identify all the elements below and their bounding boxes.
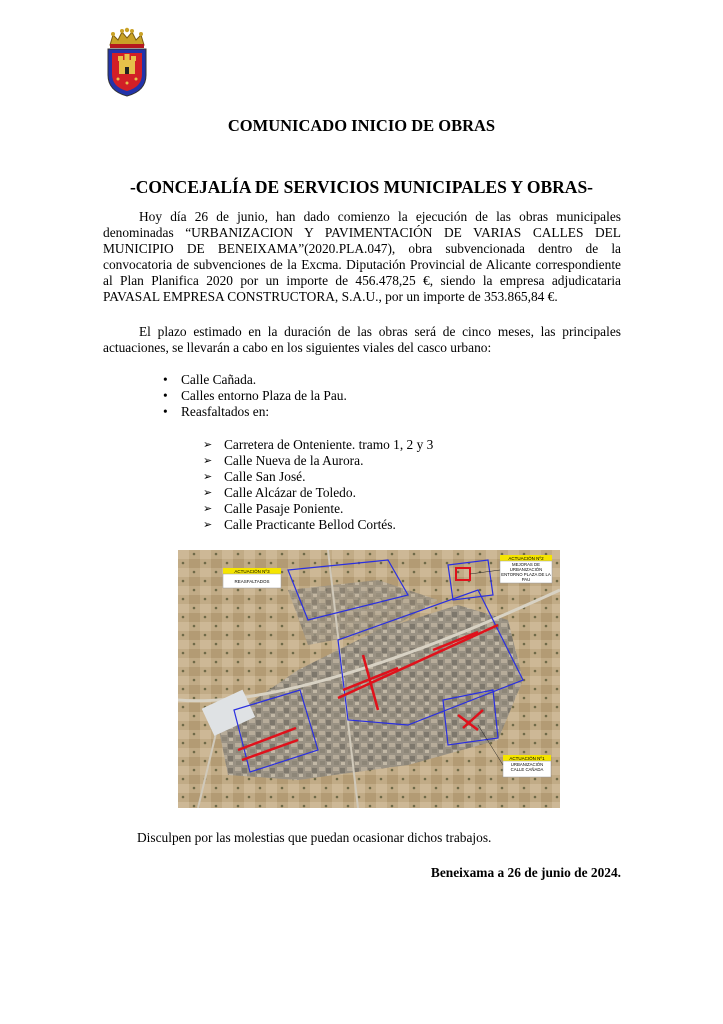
list-item: ➢ Calle Pasaje Poniente. xyxy=(203,501,344,516)
map-label-title: ACTUACIÓN Nº2 xyxy=(508,556,544,561)
department-subtitle: -CONCEJALÍA DE SERVICIOS MUNICIPALES Y OBRAS- xyxy=(129,177,594,197)
bullet-icon: • xyxy=(163,372,168,387)
map-label-text: REASFALTADOS xyxy=(234,579,270,584)
arrow-bullet-icon: ➢ xyxy=(203,438,213,451)
list-item: ➢ Calle Nueva de la Aurora. xyxy=(203,453,364,468)
arrow-bullet-icon: ➢ xyxy=(203,454,213,467)
map-label-text: URBANIZACIÓN CALLE CAÑADA xyxy=(510,762,544,772)
map-label-title: ACTUACIÓN Nº1 xyxy=(509,756,545,761)
duration-paragraph: El plazo estimado en la duración de las obras será de cinco meses, las principales actuaciones, se llevarán a cabo en los siguientes viales del casco urbano: xyxy=(103,324,621,355)
map-label-title: ACTUACIÓN Nº3 xyxy=(234,569,270,574)
aerial-works-map xyxy=(178,550,560,808)
map-label-text: MEJORAS DE URBANIZACIÓN ENTORNO PLAZA DE LA PAU xyxy=(501,562,551,582)
closing-text: Disculpen por las molestias que puedan ocasionar dichos trabajos. xyxy=(137,830,492,845)
list-item: ➢ Carretera de Onteniente. tramo 1, 2 y 3 xyxy=(203,437,434,452)
bullet-icon: • xyxy=(163,388,168,403)
list-item: • Calles entorno Plaza de la Pau. xyxy=(163,388,347,403)
list-item: • Reasfaltados en: xyxy=(163,404,270,419)
coat-of-arms-icon xyxy=(104,27,150,97)
intro-paragraph: Hoy día 26 de junio, han dado comienzo la ejecución de las obras municipales denominadas “URBANIZACION Y PAVIMENTACIÓN DE VARIAS CALLES DEL MUNICIPIO DE BENEIXAMA”(2020.PLA.047), obra subvencionada dentro de la convocatoria de subvenciones de la Excma. Diputación Provincial de Alicante correspondiente al Plan Planifica 2020 por un importe de 456.478,25 €, siendo la empresa adjudicataria PAVASAL EMPRESA CONSTRUCTORA, S.A.U., por un importe de 353.865,84 €. xyxy=(103,209,621,304)
bullet-icon: • xyxy=(163,404,168,419)
list-item: ➢ Calle Practicante Bellod Cortés. xyxy=(203,517,396,532)
document-title: COMUNICADO INICIO DE OBRAS xyxy=(227,116,496,135)
list-item: ➢ Calle San José. xyxy=(203,469,306,484)
resurfacing-list xyxy=(203,437,433,533)
arrow-bullet-icon: ➢ xyxy=(203,518,213,531)
arrow-bullet-icon: ➢ xyxy=(203,502,213,515)
signoff-date: Beneixama a 26 de junio de 2024. xyxy=(430,865,621,880)
arrow-bullet-icon: ➢ xyxy=(203,486,213,499)
works-list xyxy=(163,372,347,420)
list-item: ➢ Calle Alcázar de Toledo. xyxy=(203,485,356,500)
list-item: • Calle Cañada. xyxy=(163,372,257,387)
arrow-bullet-icon: ➢ xyxy=(203,470,213,483)
